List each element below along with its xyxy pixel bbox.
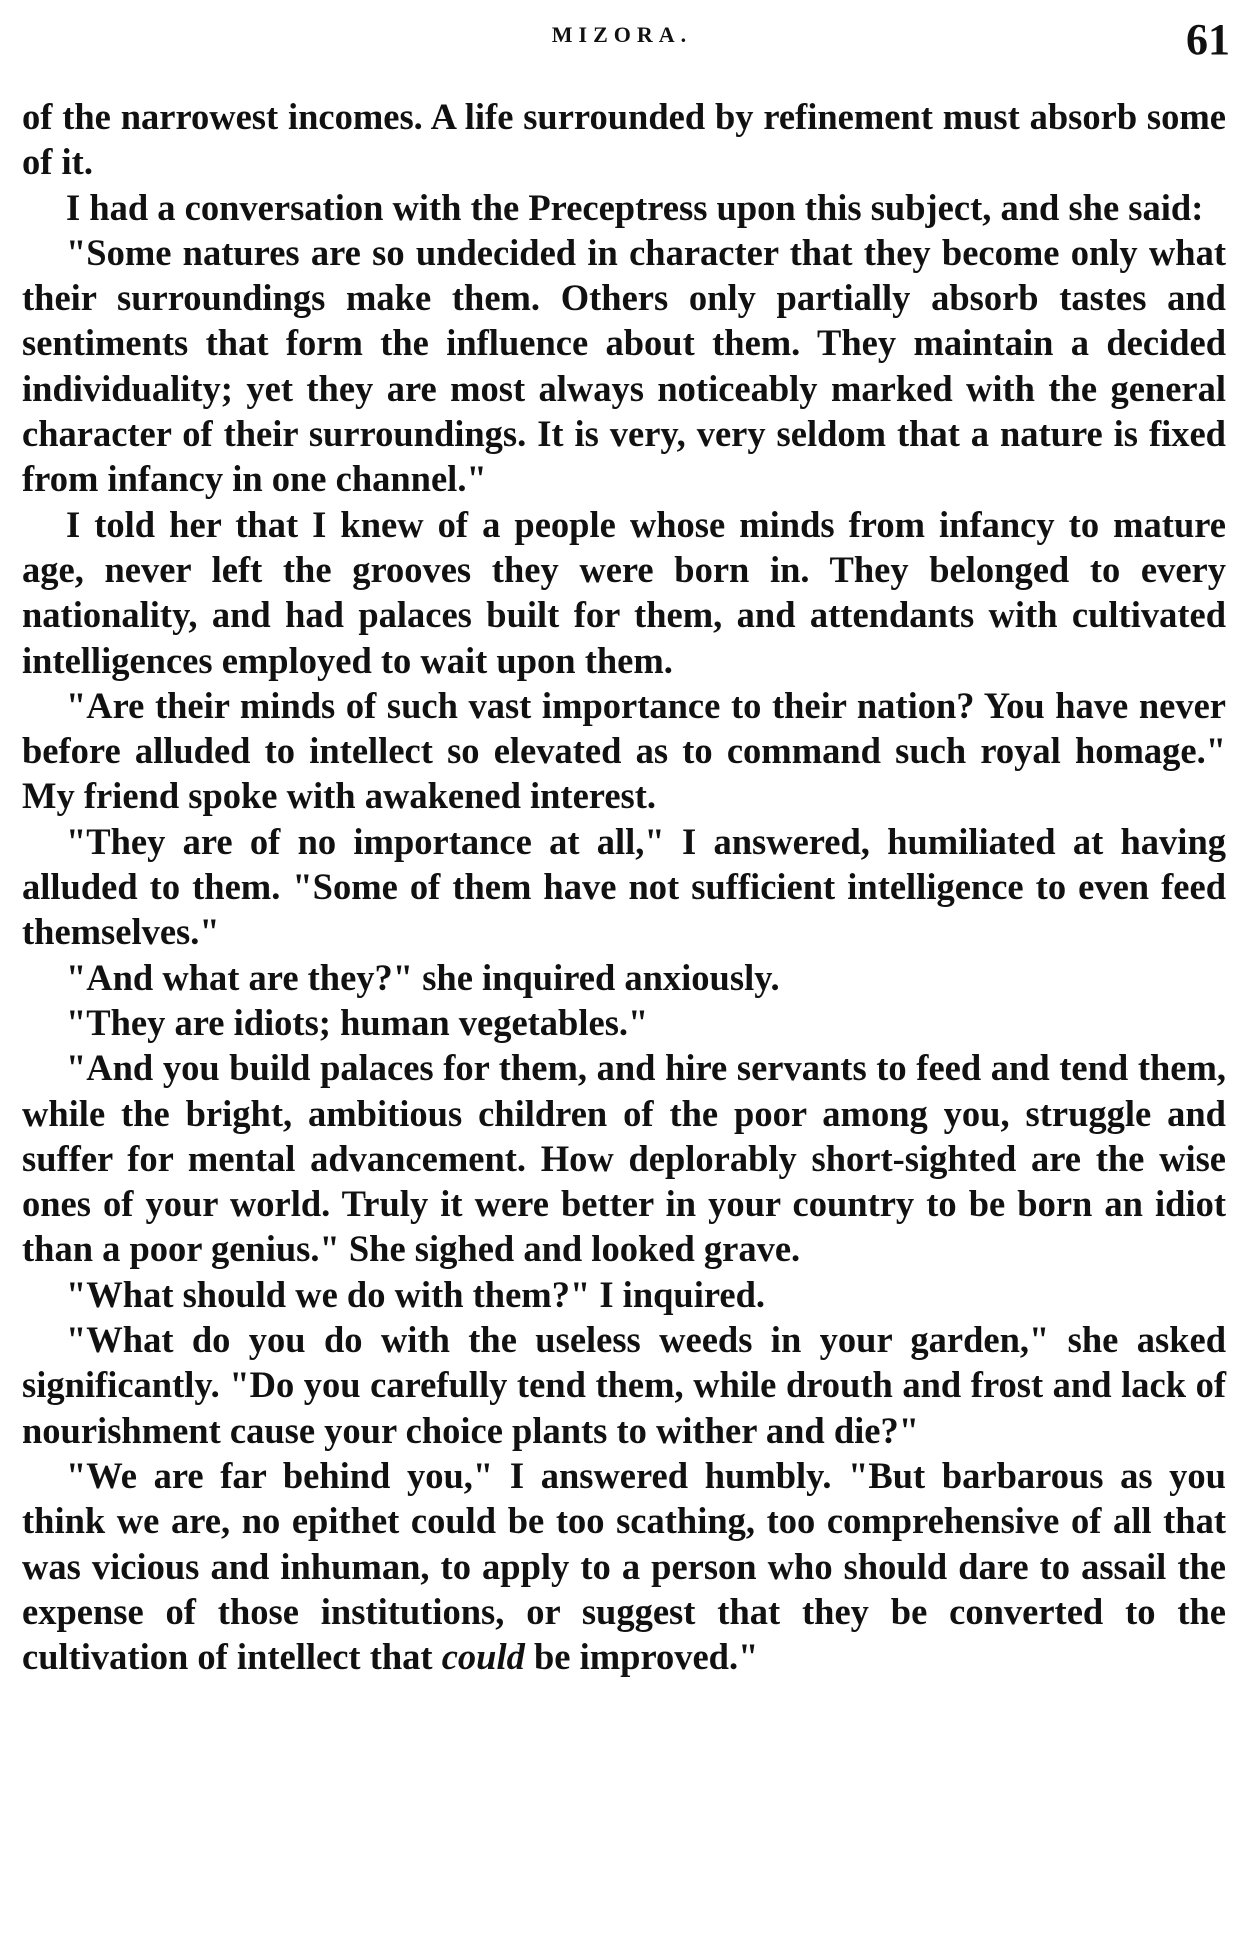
paragraph-final <box>22 1453 1226 1679</box>
paragraph: "Some natures are so undecided in character that they become only what their surroundings make them. Others only partially absorb tastes and sentiments that form the influence about them. They maintain a decided individuality; yet they are most always noticeably marked with the general character of their surroundings. It is very, very seldom that a nature is fixed from infancy in one channel." <box>22 231 1226 500</box>
paragraph: of the narrowest incomes. A life surrounded by refinement must absorb some of it. <box>22 96 1226 183</box>
running-head-title: MIZORA. <box>551 22 693 47</box>
paragraph-text-after-emphasis: be improved." <box>524 1636 759 1678</box>
paragraph: "What do you do with the useless weeds in your garden," she asked significantly. "Do you carefully tend them, while drouth and frost and lack of nourishment cause your choice plants to wither and die?" <box>22 1319 1226 1451</box>
paragraph: "They are idiots; human vegetables." <box>66 1001 649 1043</box>
page-number: 61 <box>1186 15 1230 64</box>
paragraph: I had a conversation with the Preceptress upon this subject, and she said: <box>66 186 1204 228</box>
paragraph: "What should we do with them?" I inquired. <box>66 1273 766 1315</box>
paragraph: "Are their minds of such vast importance to their nation? You have never before alluded to intellect so elevated as to command such royal homage." My friend spoke with awakened interest. <box>22 684 1226 817</box>
paragraph: "And you build palaces for them, and hire servants to feed and tend them, while the bright, ambitious children of the poor among you, struggle and suffer for mental advancement. How deplorably short-sighted are the wise ones of your world. Truly it were better in your country to be born an idiot than a poor genius." She sighed and looked grave. <box>22 1047 1226 1270</box>
paragraph: "They are of no importance at all," I answered, humiliated at having alluded to them. "Some of them have not sufficient intelligence to even feed themselves." <box>22 820 1226 953</box>
emphasized-word: could <box>441 1636 525 1678</box>
paragraph-text-before-emphasis: "We are far behind you," I answered humbly. "But barbarous as you think we are, no epithet could be too scathing, too comprehensive of all that was vicious and inhuman, to apply to a person who should dare to assail the expense of those institutions, or suggest that they be converted to the cultivation of intellect that <box>22 1454 1226 1678</box>
paragraph: "And what are they?" she inquired anxiously. <box>66 956 780 998</box>
body-text <box>22 94 1226 1679</box>
paragraph: I told her that I knew of a people whose minds from infancy to mature age, never left the grooves they were born in. They belonged to every nationality, and had palaces built for them, and attendants with cultivated intelligences employed to wait upon them. <box>22 503 1226 681</box>
